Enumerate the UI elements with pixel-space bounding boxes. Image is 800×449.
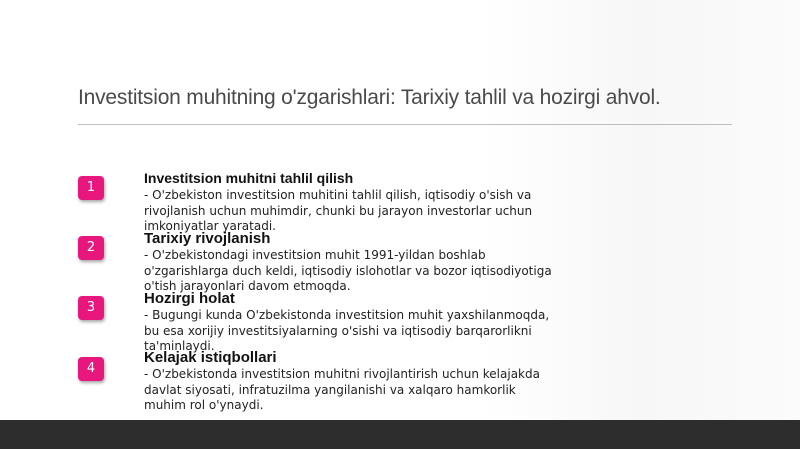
number-badge: 2 bbox=[78, 236, 104, 260]
item-description: - Bugungi kunda O'zbekistonda investitsion muhit yaxshilanmoqda, bu esa xorijiy investitsiyalarning o'sishi va iqtisodiy barqarorlikni ta'minlaydi. bbox=[144, 308, 550, 353]
bottom-bar bbox=[0, 420, 800, 449]
item-title: Tarixiy rivojlanish bbox=[144, 230, 271, 247]
title-divider bbox=[78, 124, 732, 125]
item-description: - O'zbekistondagi investitsion muhit 1991-yildan boshlab o'zgarishlarga duch keldi, iqtisodiy islohotlar va bozor iqtisodiyotiga o'tish jarayonlari davom etmoqda. bbox=[144, 248, 552, 293]
slide-title: Investitsion muhitning o'zgarishlari: Tarixiy tahlil va hozirgi ahvol. bbox=[78, 86, 661, 109]
number-badge: 3 bbox=[78, 296, 104, 320]
item-title: Hozirgi holat bbox=[144, 290, 235, 307]
item-title: Investitsion muhitni tahlil qilish bbox=[144, 170, 354, 186]
item-description: - O'zbekiston investitsion muhitini tahlil qilish, iqtisodiy o'sish va rivojlanish uchun muhimdir, chunki bu jarayon investorlar uchun imkoniyatlar yaratadi. bbox=[144, 188, 533, 233]
number-badge: 4 bbox=[78, 357, 104, 381]
item-title: Kelajak istiqbollari bbox=[144, 349, 277, 366]
item-description: - O'zbekistonda investitsion muhitni rivojlantirish uchun kelajakda davlat siyosati, infratuzilma yangilanishi va xalqaro hamkorlik muhim rol o'ynaydi. bbox=[144, 367, 540, 412]
number-badge: 1 bbox=[78, 176, 104, 200]
